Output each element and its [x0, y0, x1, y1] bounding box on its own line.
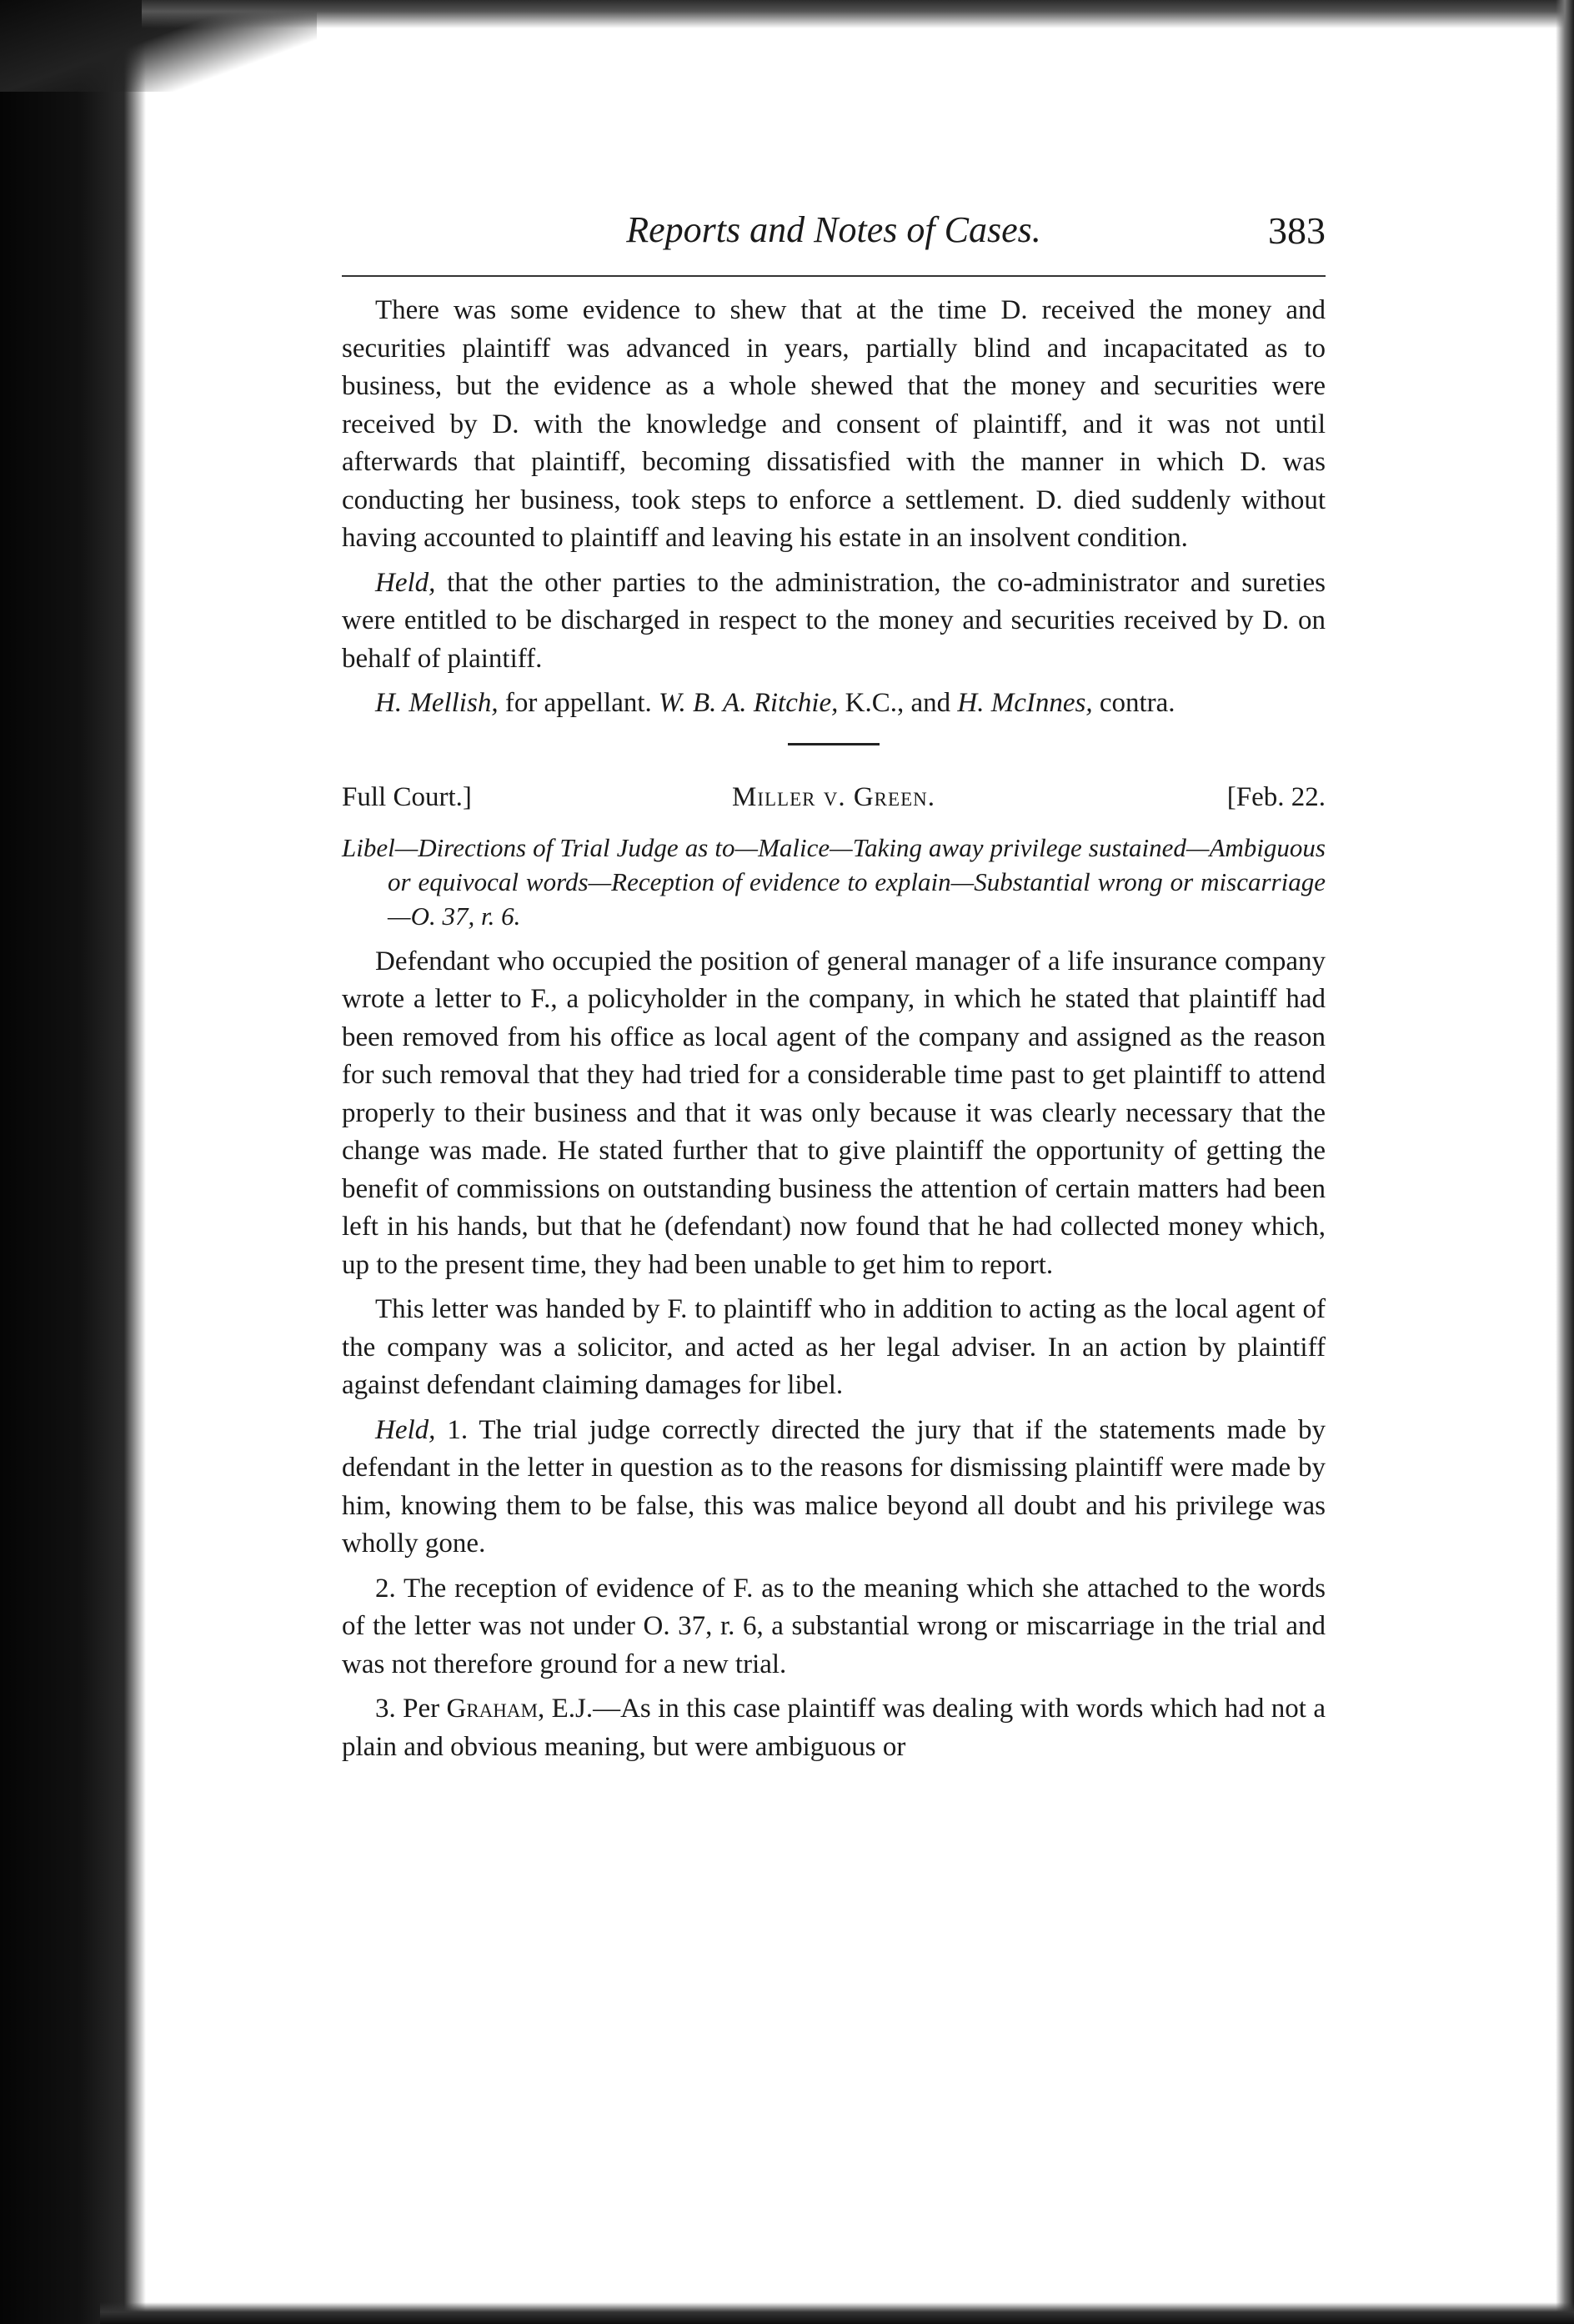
case-facts-paragraph: Defendant who occupied the position of general manager of a life insurance company wrote a letter to F., a policyholder in the company, in which he stated that plaintiff had been removed from his office as local agent of the company and assigned as the reason for such removal that they had tried for a considerable time past to get plaintiff to attend properly to their business and that it was only because it was clearly necessary that the change was made. He stated further that to give plaintiff the opportunity of getting the benefit of commissions on outstanding business the attention of certain matters had been left in his hands, but that he (defendant) now found that he had collected money which, up to the present time, they had been unable to get him to report. — [342, 946, 1326, 1280]
holding-3-text: E.J.—As in this case plaintiff was dealing with words which had not a plain and obvious meaning, but were ambiguous or — [342, 1694, 1326, 1762]
case-heading — [342, 782, 1326, 822]
header-rule — [342, 275, 1326, 277]
held-text: that the other parties to the administration, the co-administrator and sureties were entitled to be discharged in respect to the money and securities received by D. on behalf of plaintiff. — [342, 567, 1326, 674]
page-number: 383 — [1268, 209, 1326, 252]
holding-1-text: 1. The trial judge correctly directed the jury that if the statements made by defendant in the letter in question as to the reasons for dismissing plaintiff were made by him, knowing them to be false, this was malice beyond all doubt and his privilege was wholly gone. — [342, 1414, 1326, 1559]
scan-edge-top — [142, 0, 1574, 28]
counsel-respondent-2: H. McInnes, — [957, 688, 1093, 718]
running-title: Reports and Notes of Cases. — [626, 209, 1041, 250]
case-date: [Feb. 22. — [1226, 781, 1326, 812]
previous-case-paragraph: There was some evidence to shew that at the time D. received the money and securities plaintiff was advanced in years, partially blind and incapacitated as to business, but the evidence as a whole shewed that the money and securities were received by D. with the knowledge and consent of plaintiff, and it was not until afterwards that plaintiff, becoming dissatisfied with the manner in which D. was conducting her business, took steps to enforce a settlement. D. died suddenly without having accounted to plaintiff and leaving his estate in an insolvent condition. — [342, 295, 1326, 553]
case-name: Miller v. Green. — [732, 781, 935, 812]
counsel-line — [342, 685, 1326, 723]
case-separator-rule — [788, 743, 880, 745]
case-holding-3 — [342, 1690, 1326, 1766]
counsel-respondent-2-role: contra. — [1092, 688, 1175, 718]
page-content — [342, 208, 1326, 1773]
counsel-appellant-role: for appellant. — [498, 688, 659, 718]
counsel-respondent-1: W. B. A. Ritchie, — [659, 688, 839, 718]
case-holding-2: 2. The reception of evidence of F. as to the meaning which she attached to the words of the letter was not under O. 37, r. 6, a substantial wrong or miscarriage in the trial and was not therefore ground for a new trial. — [342, 1573, 1326, 1679]
case-court: Full Court.] — [342, 781, 472, 812]
holding-3-judge: Graham, — [446, 1694, 545, 1724]
held-label: Held, — [375, 1414, 436, 1445]
holding-3-prefix: 3. Per — [375, 1694, 447, 1724]
counsel-respondent-1-role: K.C., and — [838, 688, 958, 718]
scan-edge-bottom — [100, 2302, 1574, 2324]
scan-edge-right — [1556, 0, 1574, 2324]
case-holding-1 — [342, 1412, 1326, 1564]
case-headnote: Libel—Directions of Trial Judge as to—Malice—Taking away privilege sustained—Ambiguous or equivocal words—Reception of evidence to explain—Substantial wrong or miscarriage—O. 37, r. 6. — [342, 832, 1326, 931]
case-letter-paragraph: This letter was handed by F. to plaintiff who in addition to acting as the local agent of the company was a solicitor, and acted as her legal adviser. In an action by plaintiff against defendant claiming damages for libel. — [342, 1294, 1326, 1400]
running-head — [342, 208, 1326, 275]
scan-edge-left — [0, 0, 146, 2324]
counsel-appellant: H. Mellish, — [375, 688, 499, 718]
held-label: Held, — [375, 567, 436, 598]
previous-case-holding — [342, 565, 1326, 679]
